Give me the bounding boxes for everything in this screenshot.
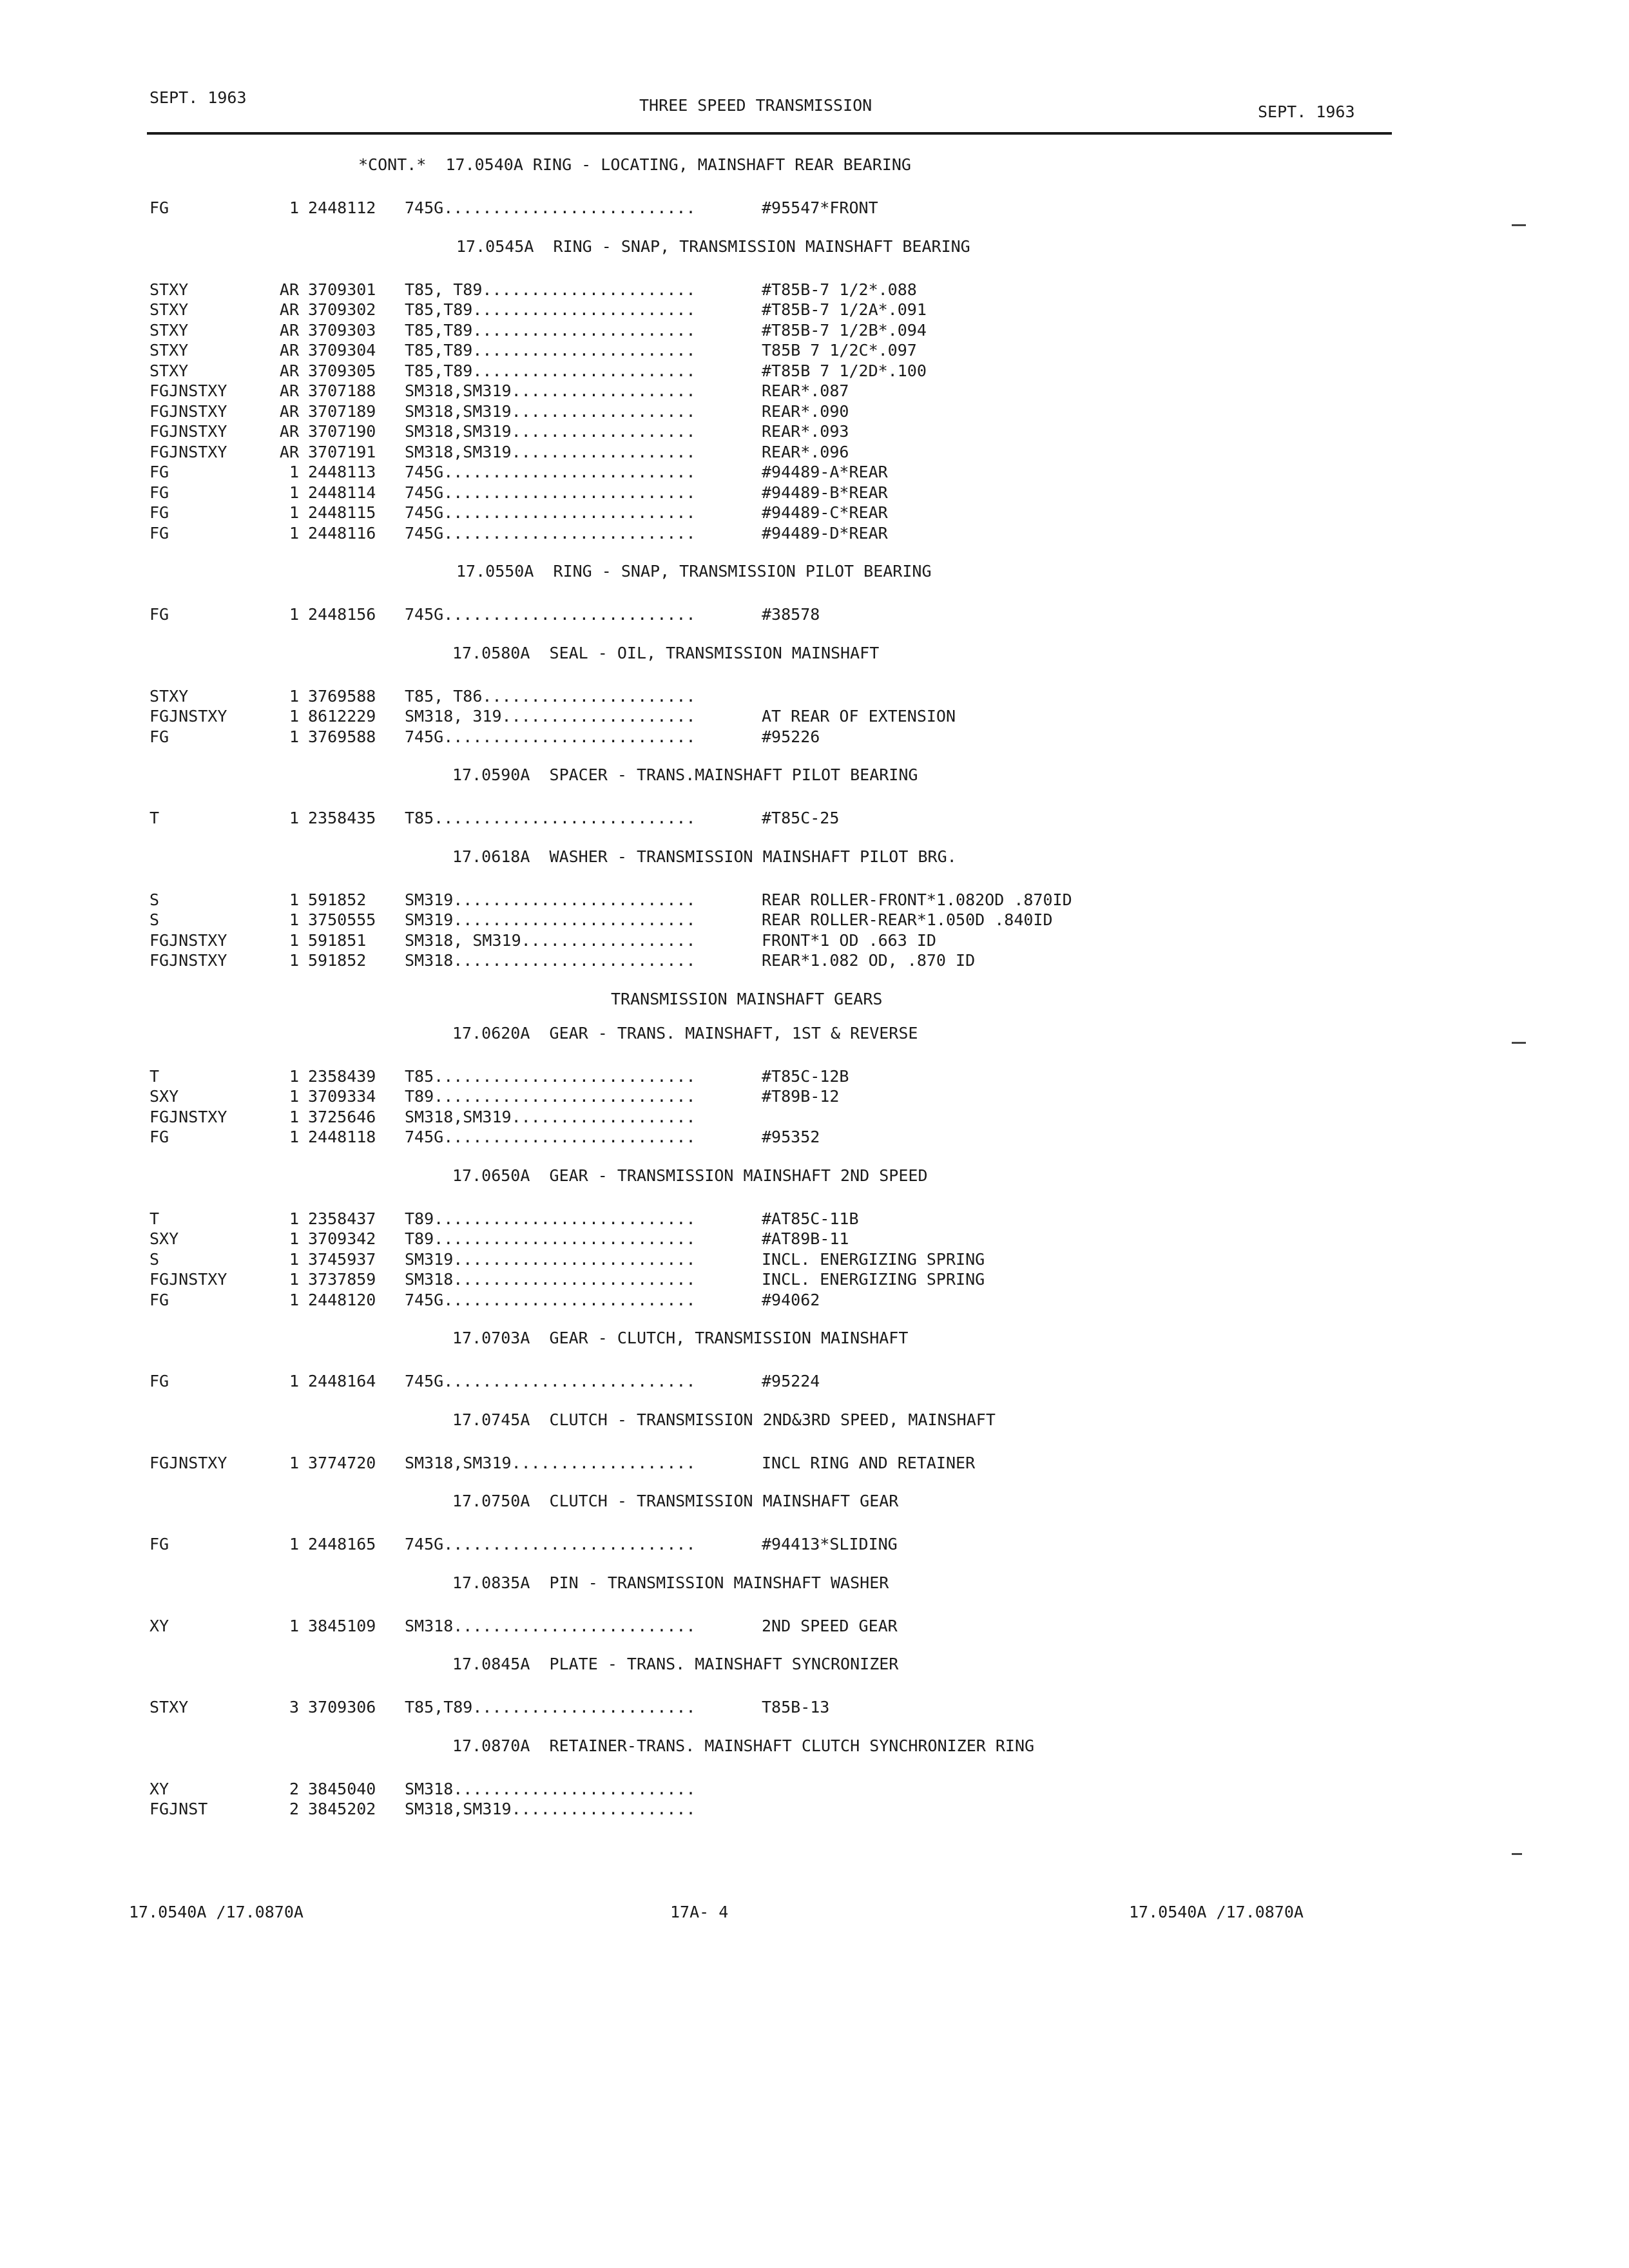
part-row (0, 1229, 1629, 1249)
remarks: #95226 (762, 727, 820, 746)
header-rule (147, 132, 1392, 135)
quantity: 3 (289, 1698, 299, 1716)
remarks: #38578 (762, 605, 820, 624)
model-code: SXY (149, 1229, 179, 1248)
remarks: REAR*.096 (762, 442, 849, 461)
quantity: 1 (289, 1249, 299, 1269)
part-row (0, 706, 1629, 726)
model-code: STXY (149, 341, 189, 360)
remarks: #94413*SLIDING (762, 1535, 898, 1553)
part-row (0, 1697, 1629, 1717)
application: SM319......................... (405, 890, 696, 909)
part-row (0, 1209, 1629, 1229)
application: T85........................... (405, 1066, 696, 1086)
quantity: 1 (289, 910, 299, 929)
part-row (0, 910, 1629, 930)
part-number: 3750555 (308, 910, 376, 929)
page-number: 17A- 4 (670, 1903, 729, 1921)
model-code: FG (149, 1290, 169, 1309)
part-number: 2448120 (308, 1290, 376, 1309)
section-title: 17.0750A CLUTCH - TRANSMISSION MAINSHAFT GEAR (452, 1492, 899, 1510)
part-row (0, 1779, 1629, 1799)
model-code: STXY (149, 320, 189, 340)
application: SM318......................... (405, 1779, 696, 1798)
remarks: #T85B-7 1/2A*.091 (762, 300, 927, 319)
quantity: 2 (289, 1800, 299, 1818)
model-code: T (149, 809, 160, 827)
part-row (0, 1371, 1629, 1391)
part-row (0, 890, 1629, 910)
model-code: FGJNSTXY (149, 381, 227, 400)
part-number: 3709306 (308, 1698, 376, 1716)
model-code: FGJNSTXY (149, 707, 227, 726)
remarks: REAR*.093 (762, 422, 849, 441)
application: T89........................... (405, 1209, 696, 1228)
part-row (0, 930, 1629, 950)
application: SM318......................... (405, 1616, 696, 1635)
part-row (0, 320, 1629, 340)
application: 745G.......................... (405, 523, 696, 543)
part-number: 3774720 (308, 1453, 376, 1472)
part-number: 3845202 (308, 1800, 376, 1818)
part-row (0, 1534, 1629, 1554)
application: SM318, SM319.................. (405, 930, 696, 950)
part-row (0, 523, 1629, 543)
section-title: 17.0545A RING - SNAP, TRANSMISSION MAINSHAFT BEARING (456, 236, 970, 256)
remarks: #AT89B-11 (762, 1229, 849, 1248)
part-number: 2358435 (308, 809, 376, 827)
model-code: FG (149, 727, 169, 746)
part-number: 2448116 (308, 523, 376, 543)
quantity: 1 (289, 1209, 299, 1228)
remarks: INCL. ENERGIZING SPRING (762, 1249, 985, 1269)
part-row (0, 1249, 1629, 1269)
part-number: 3709305 (308, 361, 376, 380)
remarks: FRONT*1 OD .663 ID (762, 930, 936, 950)
part-number: 2448112 (308, 198, 376, 217)
model-code: FGJNSTXY (149, 442, 227, 461)
section-title: 17.0590A SPACER - TRANS.MAINSHAFT PILOT BEARING (452, 765, 918, 784)
application: SM319......................... (405, 910, 696, 929)
quantity: 1 (289, 727, 299, 746)
part-row (0, 483, 1629, 503)
model-code: S (149, 1249, 160, 1269)
part-number: 2448156 (308, 605, 376, 624)
model-code: FGJNSTXY (149, 422, 227, 441)
application: SM318, 319.................... (405, 707, 696, 726)
section-title: 17.0618A WASHER - TRANSMISSION MAINSHAFT PILOT BRG. (452, 847, 957, 866)
quantity: 1 (289, 707, 299, 726)
part-number: 591851 (308, 930, 367, 950)
model-code: STXY (149, 1698, 189, 1716)
part-number: 3709302 (308, 300, 376, 319)
model-code: FG (149, 605, 169, 624)
quantity: AR (279, 341, 299, 360)
model-code: FGJNSTXY (149, 1107, 227, 1126)
quantity: AR (279, 280, 299, 299)
part-number: 3709304 (308, 341, 376, 360)
section-title: TRANSMISSION MAINSHAFT GEARS (611, 989, 883, 1008)
remarks: AT REAR OF EXTENSION (762, 707, 956, 726)
remarks: #T85B 7 1/2D*.100 (762, 361, 927, 380)
model-code: XY (149, 1779, 169, 1798)
model-code: FG (149, 523, 169, 543)
part-number: 3769588 (308, 686, 376, 706)
quantity: AR (279, 361, 299, 380)
quantity: AR (279, 320, 299, 340)
remarks: #94489-A*REAR (762, 463, 888, 481)
scan-mark (1512, 1042, 1526, 1044)
application: 745G.......................... (405, 1535, 696, 1553)
remarks: #T85B-7 1/2*.088 (762, 280, 917, 299)
quantity: 1 (289, 1270, 299, 1289)
remarks: REAR ROLLER-REAR*1.050D .840ID (762, 910, 1053, 929)
application: 745G.......................... (405, 463, 696, 481)
part-number: 2448165 (308, 1535, 376, 1553)
quantity: 1 (289, 1372, 299, 1390)
part-number: 591852 (308, 890, 367, 909)
model-code: XY (149, 1616, 169, 1635)
quantity: 1 (289, 1453, 299, 1472)
part-row (0, 950, 1629, 970)
model-code: T (149, 1066, 160, 1086)
part-row (0, 1066, 1629, 1086)
application: T85,T89....................... (405, 300, 696, 319)
section-title: 17.0580A SEAL - OIL, TRANSMISSION MAINSHAFT (452, 643, 880, 662)
part-row (0, 361, 1629, 381)
part-number: 3707190 (308, 422, 376, 441)
remarks: #94062 (762, 1290, 820, 1309)
quantity: 1 (289, 523, 299, 543)
part-row (0, 503, 1629, 523)
model-code: S (149, 910, 160, 929)
part-number: 3709301 (308, 280, 376, 299)
remarks: #95224 (762, 1372, 820, 1390)
part-row (0, 686, 1629, 706)
application: SM319......................... (405, 1249, 696, 1269)
application: T89........................... (405, 1087, 696, 1106)
application: T85,T89....................... (405, 1698, 696, 1716)
part-row (0, 401, 1629, 421)
remarks: REAR*.087 (762, 381, 849, 400)
part-row (0, 1799, 1629, 1819)
part-number: 3709334 (308, 1087, 376, 1106)
application: T85,T89....................... (405, 320, 696, 340)
part-number: 3707188 (308, 381, 376, 400)
page-title: THREE SPEED TRANSMISSION (639, 96, 872, 115)
application: SM318,SM319................... (405, 442, 696, 461)
remarks: #T89B-12 (762, 1087, 840, 1106)
part-number: 3707189 (308, 401, 376, 421)
application: T85,T89....................... (405, 341, 696, 360)
application: SM318,SM319................... (405, 401, 696, 421)
quantity: AR (279, 442, 299, 461)
model-code: SXY (149, 1087, 179, 1106)
model-code: FG (149, 463, 169, 481)
part-number: 3709342 (308, 1229, 376, 1248)
quantity: 1 (289, 686, 299, 706)
application: SM318,SM319................... (405, 1800, 696, 1818)
quantity: 1 (289, 809, 299, 827)
part-number: 2448113 (308, 463, 376, 481)
header-date-right: SEPT. 1963 (1258, 102, 1355, 121)
remarks: #94489-D*REAR (762, 523, 888, 543)
quantity: 1 (289, 463, 299, 481)
part-row (0, 1127, 1629, 1147)
scan-mark (1512, 1853, 1522, 1855)
part-number: 2358439 (308, 1066, 376, 1086)
part-number: 3737859 (308, 1270, 376, 1289)
application: SM318,SM319................... (405, 381, 696, 400)
application: SM318,SM319................... (405, 1453, 696, 1472)
quantity: 1 (289, 605, 299, 624)
remarks: #95352 (762, 1128, 820, 1146)
remarks: REAR ROLLER-FRONT*1.082OD .870ID (762, 890, 1072, 909)
section-title: 17.0550A RING - SNAP, TRANSMISSION PILOT BEARING (456, 562, 932, 581)
application: SM318......................... (405, 951, 696, 970)
model-code: FG (149, 1128, 169, 1146)
remarks: #95547*FRONT (762, 198, 878, 217)
part-row (0, 442, 1629, 462)
part-row (0, 1086, 1629, 1106)
application: SM318,SM319................... (405, 1107, 696, 1126)
quantity: 1 (289, 483, 299, 502)
quantity: 1 (289, 1087, 299, 1106)
model-code: S (149, 890, 160, 909)
section-title: 17.0845A PLATE - TRANS. MAINSHAFT SYNCRONIZER (452, 1655, 899, 1673)
model-code: FG (149, 198, 169, 217)
quantity: 1 (289, 1535, 299, 1553)
part-row (0, 1616, 1629, 1636)
application: SM318,SM319................... (405, 422, 696, 441)
part-number: 2448118 (308, 1128, 376, 1146)
remarks: T85B-13 (762, 1698, 830, 1716)
model-code: FGJNSTXY (149, 930, 227, 950)
quantity: 1 (289, 951, 299, 970)
quantity: 1 (289, 890, 299, 909)
part-row (0, 727, 1629, 747)
section-title: 17.0870A RETAINER-TRANS. MAINSHAFT CLUTCH SYNCHRONIZER RING (452, 1736, 1035, 1755)
part-number: 3725646 (308, 1107, 376, 1126)
part-number: 591852 (308, 951, 367, 970)
model-code: STXY (149, 300, 189, 319)
application: 745G.......................... (405, 198, 696, 217)
section-title: 17.0650A GEAR - TRANSMISSION MAINSHAFT 2ND SPEED (452, 1166, 928, 1185)
part-row (0, 462, 1629, 482)
part-number: 3845109 (308, 1616, 376, 1635)
quantity: 1 (289, 1616, 299, 1635)
part-number: 2358437 (308, 1209, 376, 1228)
remarks: INCL RING AND RETAINER (762, 1453, 976, 1472)
model-code: FG (149, 1535, 169, 1553)
section-title: 17.0703A GEAR - CLUTCH, TRANSMISSION MAINSHAFT (452, 1329, 909, 1347)
part-number: 3745937 (308, 1249, 376, 1269)
application: 745G.......................... (405, 1372, 696, 1390)
part-number: 2448164 (308, 1372, 376, 1390)
remarks: INCL. ENERGIZING SPRING (762, 1270, 985, 1289)
remarks: #AT85C-11B (762, 1209, 859, 1228)
quantity: 1 (289, 1290, 299, 1309)
quantity: 1 (289, 1128, 299, 1146)
part-number: 8612229 (308, 707, 376, 726)
model-code: FG (149, 483, 169, 502)
application: 745G.......................... (405, 1128, 696, 1146)
part-number: 3769588 (308, 727, 376, 746)
model-code: FG (149, 1372, 169, 1390)
remarks: REAR*.090 (762, 401, 849, 421)
model-code: FGJNSTXY (149, 1453, 227, 1472)
remarks: #T85C-12B (762, 1066, 849, 1086)
part-row (0, 1453, 1629, 1473)
remarks: T85B 7 1/2C*.097 (762, 341, 917, 360)
remarks: #T85B-7 1/2B*.094 (762, 320, 927, 340)
part-number: 2448114 (308, 483, 376, 502)
remarks: 2ND SPEED GEAR (762, 1616, 898, 1635)
model-code: FGJNSTXY (149, 1270, 227, 1289)
footer-range-right: 17.0540A /17.0870A (1129, 1903, 1304, 1921)
part-row (0, 381, 1629, 401)
model-code: STXY (149, 280, 189, 299)
model-code: STXY (149, 361, 189, 380)
quantity: 1 (289, 930, 299, 950)
application: T85, T89...................... (405, 280, 696, 299)
application: 745G.......................... (405, 727, 696, 746)
quantity: 2 (289, 1779, 299, 1798)
model-code: FGJNSTXY (149, 951, 227, 970)
quantity: AR (279, 422, 299, 441)
model-code: T (149, 1209, 160, 1228)
part-number: 3845040 (308, 1779, 376, 1798)
section-title: 17.0620A GEAR - TRANS. MAINSHAFT, 1ST & REVERSE (452, 1023, 918, 1043)
application: T85........................... (405, 809, 696, 827)
footer-range-left: 17.0540A /17.0870A (129, 1903, 304, 1921)
application: 745G.......................... (405, 503, 696, 522)
remarks: #94489-B*REAR (762, 483, 888, 502)
section-title: 17.0835A PIN - TRANSMISSION MAINSHAFT WASHER (452, 1573, 889, 1592)
part-row (0, 300, 1629, 320)
part-row (0, 340, 1629, 360)
part-number: 2448115 (308, 503, 376, 522)
part-number: 3707191 (308, 442, 376, 461)
model-code: FG (149, 503, 169, 522)
application: T85, T86...................... (405, 686, 696, 706)
application: T89........................... (405, 1229, 696, 1248)
part-row (0, 421, 1629, 441)
part-row (0, 1269, 1629, 1289)
quantity: AR (279, 300, 299, 319)
application: SM318......................... (405, 1270, 696, 1289)
quantity: 1 (289, 1066, 299, 1086)
remarks: #T85C-25 (762, 809, 840, 827)
quantity: 1 (289, 1107, 299, 1126)
application: 745G.......................... (405, 1290, 696, 1309)
model-code: FGJNST (149, 1800, 208, 1818)
part-row (0, 198, 1629, 218)
part-row (0, 1107, 1629, 1127)
quantity: 1 (289, 1229, 299, 1248)
quantity: AR (279, 381, 299, 400)
model-code: STXY (149, 686, 189, 706)
header-date-left: SEPT. 1963 (149, 88, 247, 107)
application: 745G.......................... (405, 605, 696, 624)
application: T85,T89....................... (405, 361, 696, 380)
part-row (0, 808, 1629, 828)
model-code: FGJNSTXY (149, 401, 227, 421)
remarks: REAR*1.082 OD, .870 ID (762, 951, 976, 970)
section-title: *CONT.* 17.0540A RING - LOCATING, MAINSHAFT REAR BEARING (358, 155, 911, 174)
part-row (0, 604, 1629, 624)
scan-mark (1512, 224, 1526, 226)
quantity: AR (279, 401, 299, 421)
quantity: 1 (289, 198, 299, 217)
part-row (0, 1290, 1629, 1310)
section-title: 17.0745A CLUTCH - TRANSMISSION 2ND&3RD SPEED, MAINSHAFT (452, 1410, 996, 1429)
part-row (0, 280, 1629, 300)
remarks: #94489-C*REAR (762, 503, 888, 522)
part-number: 3709303 (308, 320, 376, 340)
quantity: 1 (289, 503, 299, 522)
application: 745G.......................... (405, 483, 696, 502)
